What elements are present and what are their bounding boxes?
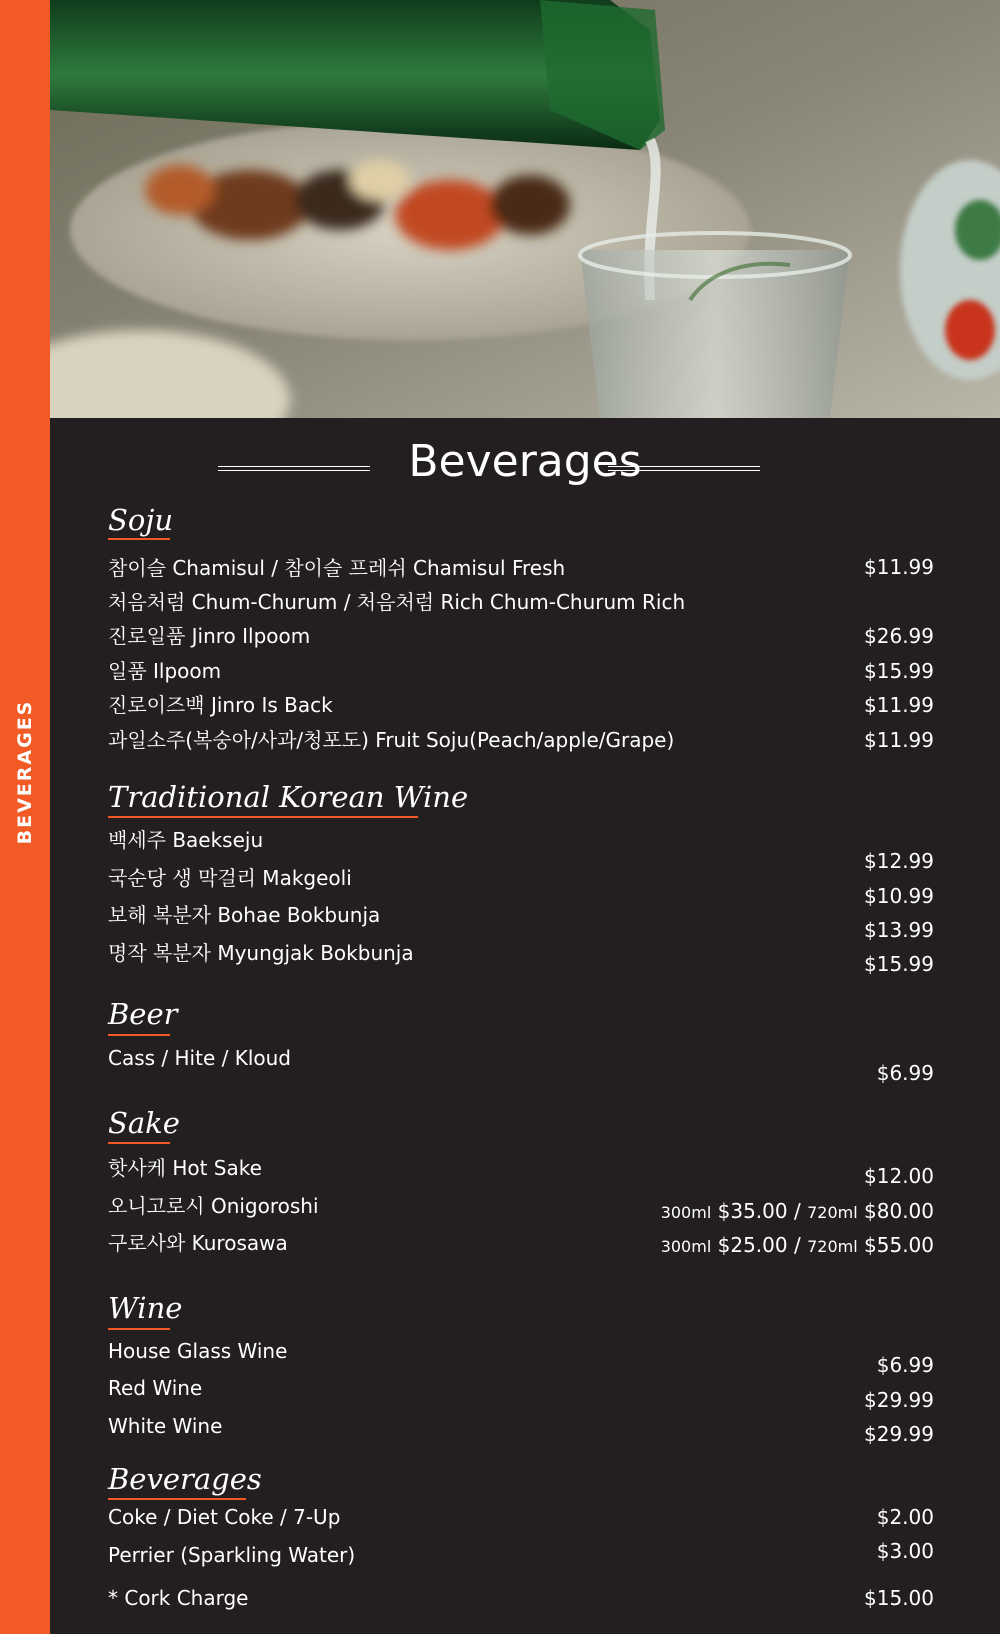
heading-underline <box>108 538 170 540</box>
menu-item-price: $13.99 <box>864 918 934 942</box>
menu-item-price: $15.00 <box>864 1586 934 1610</box>
section-heading-wine: Wine <box>108 1291 183 1325</box>
heading-underline <box>108 816 418 818</box>
section-heading-beverages: Beverages <box>108 1462 262 1496</box>
menu-item-price: $25.00 <box>717 1233 788 1257</box>
menu-item-name: 명작 복분자 Myungjak Bokbunja <box>108 941 414 965</box>
menu-item-price: $10.99 <box>864 884 934 908</box>
section-heading-sake: Sake <box>108 1106 180 1140</box>
menu-item-name: Cass / Hite / Kloud <box>108 1046 291 1070</box>
menu-item-name: * Cork Charge <box>108 1586 249 1610</box>
menu-item-name: 진로이즈백 Jinro Is Back <box>108 693 333 717</box>
menu-item-name: 국순당 생 막걸리 Makgeoli <box>108 866 352 890</box>
page-title: Beverages <box>408 436 642 487</box>
title-block <box>50 432 1000 492</box>
menu-item-price: $6.99 <box>876 1353 934 1377</box>
menu-item-name: Red Wine <box>108 1376 203 1400</box>
size-label: 300ml <box>660 1237 712 1256</box>
menu-item-price: $2.00 <box>876 1505 934 1529</box>
side-label: BEVERAGES <box>14 699 36 845</box>
section-heading-beer: Beer <box>108 997 178 1031</box>
menu-item-price: $29.99 <box>864 1388 934 1412</box>
menu-item-price: $35.00 <box>717 1199 788 1223</box>
menu-item-price: $15.99 <box>864 659 934 683</box>
menu-item-name: House Glass Wine <box>108 1339 288 1363</box>
menu-item-name: 구로사와 Kurosawa <box>108 1231 288 1255</box>
size-label: 720ml <box>807 1203 858 1222</box>
heading-underline <box>108 1328 170 1330</box>
menu-item-name: Coke / Diet Coke / 7-Up <box>108 1505 341 1529</box>
size-label: 720ml <box>807 1237 858 1256</box>
menu-item-price: $6.99 <box>876 1061 934 1085</box>
heading-underline <box>108 1034 170 1036</box>
section-heading-traditional-korean-wine: Traditional Korean Wine <box>108 780 469 814</box>
menu-item-name: 일품 Ilpoom <box>108 659 222 683</box>
menu-item-price: $15.99 <box>864 952 934 976</box>
section-heading-soju: Soju <box>108 503 173 537</box>
menu-item-price: $80.00 <box>864 1199 934 1223</box>
menu-item-name: White Wine <box>108 1414 223 1438</box>
menu-item-name: 과일소주(복숭아/사과/청포도) Fruit Soju(Peach/apple/Grape) <box>108 728 675 752</box>
sake-price-options <box>661 1232 934 1260</box>
menu-item-name: 백세주 Baekseju <box>108 828 264 852</box>
menu-item-price: $55.00 <box>864 1233 934 1257</box>
menu-item-price: $3.00 <box>876 1539 934 1563</box>
menu-item-price: $11.99 <box>864 728 934 752</box>
price-separator: / <box>793 1199 801 1223</box>
menu-item-name: 보해 복분자 Bohae Bokbunja <box>108 903 381 927</box>
size-label: 300ml <box>660 1203 712 1222</box>
menu-item-name: 진로일품 Jinro Ilpoom <box>108 624 311 648</box>
title-rule-right <box>608 466 760 471</box>
price-separator: / <box>793 1233 801 1257</box>
sake-price-options <box>661 1198 934 1226</box>
menu-item-name: 오니고로시 Onigoroshi <box>108 1194 319 1218</box>
heading-underline <box>108 1498 246 1500</box>
menu-item-price: $12.00 <box>864 1164 934 1188</box>
menu-content <box>50 418 1000 1634</box>
menu-item-name: 처음처럼 Chum-Churum / 처음처럼 Rich Chum-Churum Rich <box>108 590 686 614</box>
menu-item-price: $12.99 <box>864 849 934 873</box>
menu-item-name: 핫사케 Hot Sake <box>108 1156 262 1180</box>
menu-item-price: $29.99 <box>864 1422 934 1446</box>
menu-item-price: $11.99 <box>864 555 934 579</box>
sidebar-accent-bar <box>0 0 50 1634</box>
menu-item-price: $11.99 <box>864 693 934 717</box>
menu-item-name: Perrier (Sparkling Water) <box>108 1543 356 1567</box>
heading-underline <box>108 1142 170 1144</box>
menu-item-price: $26.99 <box>864 624 934 648</box>
menu-item-name: 참이슬 Chamisul / 참이슬 프레쉬 Chamisul Fresh <box>108 556 566 580</box>
hero-photo <box>50 0 1000 418</box>
